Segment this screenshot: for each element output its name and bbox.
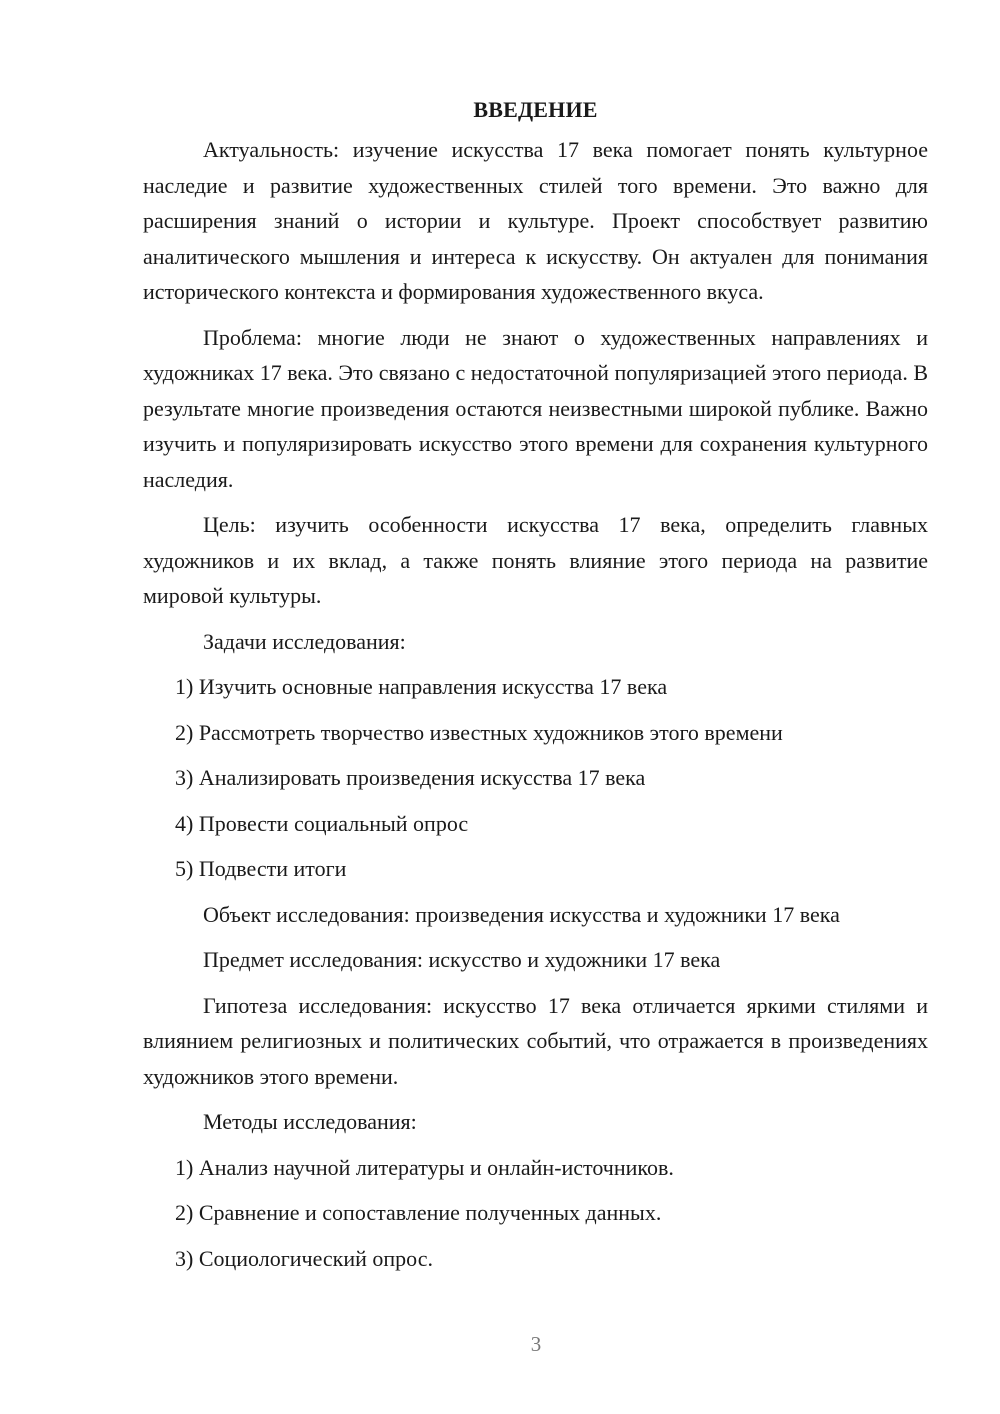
task-item: 3) Анализировать произведения искусства 17 века (175, 765, 646, 790)
task-item: 4) Провести социальный опрос (175, 810, 469, 836)
research-subject: Предмет исследования: искусство и художники 17 века (203, 947, 721, 972)
task-item: 2) Рассмотреть творчество известных художников этого времени (175, 719, 783, 745)
relevance-paragraph: Актуальность: изучение искусства 17 века помогает понять культурное наследие и развитие художественных стилей того времени. Это важно для расширения знаний о истории и культуре. Проект способствует развитию аналитического мышления и интереса к искусству. Он актуален для понимания исторического контекста и формирования художественного вкуса. (143, 137, 928, 304)
tasks-title: Задачи исследования: (203, 628, 406, 654)
method-item: 1) Анализ научной литературы и онлайн-источников. (175, 1154, 674, 1180)
method-item: 2) Сравнение и сопоставление полученных данных. (175, 1200, 662, 1225)
methods-title: Методы исследования: (203, 1109, 417, 1134)
method-item: 3) Социологический опрос. (175, 1245, 433, 1271)
goal-paragraph: Цель: изучить особенности искусства 17 века, определить главных художников и их вклад, а также понять влияние этого периода на развитие мировой культуры. (143, 512, 928, 608)
research-object: Объект исследования: произведения искусства и художники 17 века (203, 901, 840, 927)
document-page (143, 92, 928, 1286)
page-number: 3 (530, 1332, 542, 1356)
hypothesis-paragraph: Гипотеза исследования: искусство 17 века отличается яркими стилями и влиянием религиозных и политических событий, что отражается в произведениях художников этого времени. (143, 992, 928, 1089)
task-item: 1) Изучить основные направления искусства 17 века (175, 674, 668, 699)
problem-paragraph: Проблема: многие люди не знают о художественных направлениях и художниках 17 века. Это связано с недостаточной популяризацией этого периода. В результате многие произведения остаются неизвестными широкой публике. Важно изучить и популяризировать искусство этого времени для сохранения культурного наследия. (143, 324, 928, 492)
page-title: ВВЕДЕНИЕ (473, 97, 598, 122)
task-item: 5) Подвести итоги (175, 856, 347, 881)
